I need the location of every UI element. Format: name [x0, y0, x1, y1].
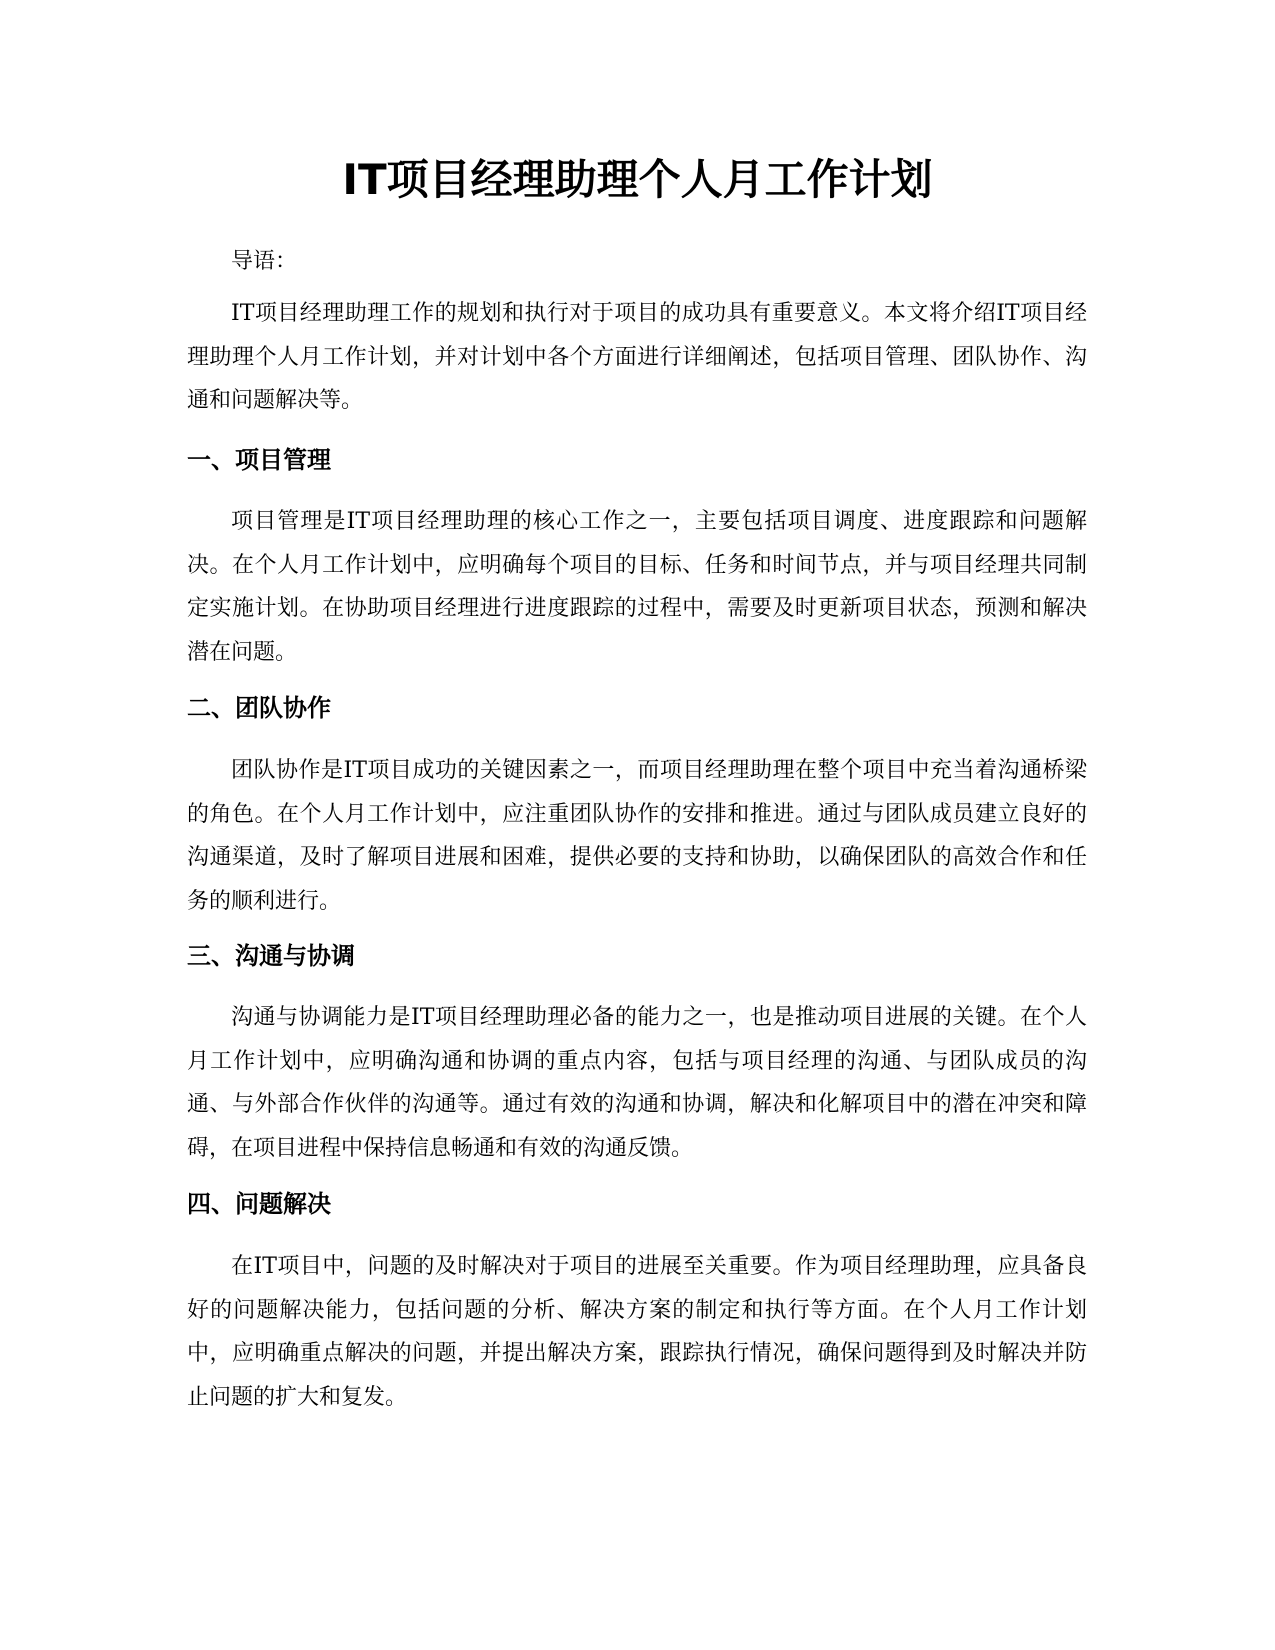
section-heading-problem-solving: 四、问题解决 [187, 1190, 331, 1218]
section-paragraph-project-management: 项目管理是IT项目经理助理的核心工作之一，主要包括项目调度、进度跟踪和问题解决。在个人月工作计划中，应明确每个项目的目标、任务和时间节点，并与项目经理共同制定实施计划。在协助项目经理进行进度跟踪的过程中，需要及时更新项目状态，预测和解决潜在问题。 [187, 509, 1087, 665]
intro-paragraph: IT项目经理助理工作的规划和执行对于项目的成功具有重要意义。本文将介绍IT项目经理助理个人月工作计划，并对计划中各个方面进行详细阐述，包括项目管理、团队协作、沟通和问题解决等。 [187, 301, 1087, 413]
section-heading-team-collaboration: 二、团队协作 [187, 694, 331, 722]
section-paragraph-communication: 沟通与协调能力是IT项目经理助理必备的能力之一，也是推动项目进展的关键。在个人月工作计划中，应明确沟通和协调的重点内容，包括与项目经理的沟通、与团队成员的沟通、与外部合作伙伴的沟通等。通过有效的沟通和协调，解决和化解项目中的潜在冲突和障碍，在项目进程中保持信息畅通和有效的沟通反馈。 [187, 1005, 1087, 1161]
section-heading-project-management: 一、项目管理 [187, 446, 331, 474]
section-heading-communication: 三、沟通与协调 [187, 942, 355, 970]
document-title: IT项目经理助理个人月工作计划 [342, 155, 933, 204]
intro-label: 导语： [231, 249, 298, 274]
section-paragraph-team-collaboration: 团队协作是IT项目成功的关键因素之一，而项目经理助理在整个项目中充当着沟通桥梁的角色。在个人月工作计划中，应注重团队协作的安排和推进。通过与团队成员建立良好的沟通渠道，及时了解项目进展和困难，提供必要的支持和协助，以确保团队的高效合作和任务的顺利进行。 [187, 758, 1087, 914]
section-paragraph-problem-solving: 在IT项目中，问题的及时解决对于项目的进展至关重要。作为项目经理助理，应具备良好的问题解决能力，包括问题的分析、解决方案的制定和执行等方面。在个人月工作计划中，应明确重点解决的问题，并提出解决方案，跟踪执行情况，确保问题得到及时解决并防止问题的扩大和复发。 [187, 1254, 1087, 1410]
